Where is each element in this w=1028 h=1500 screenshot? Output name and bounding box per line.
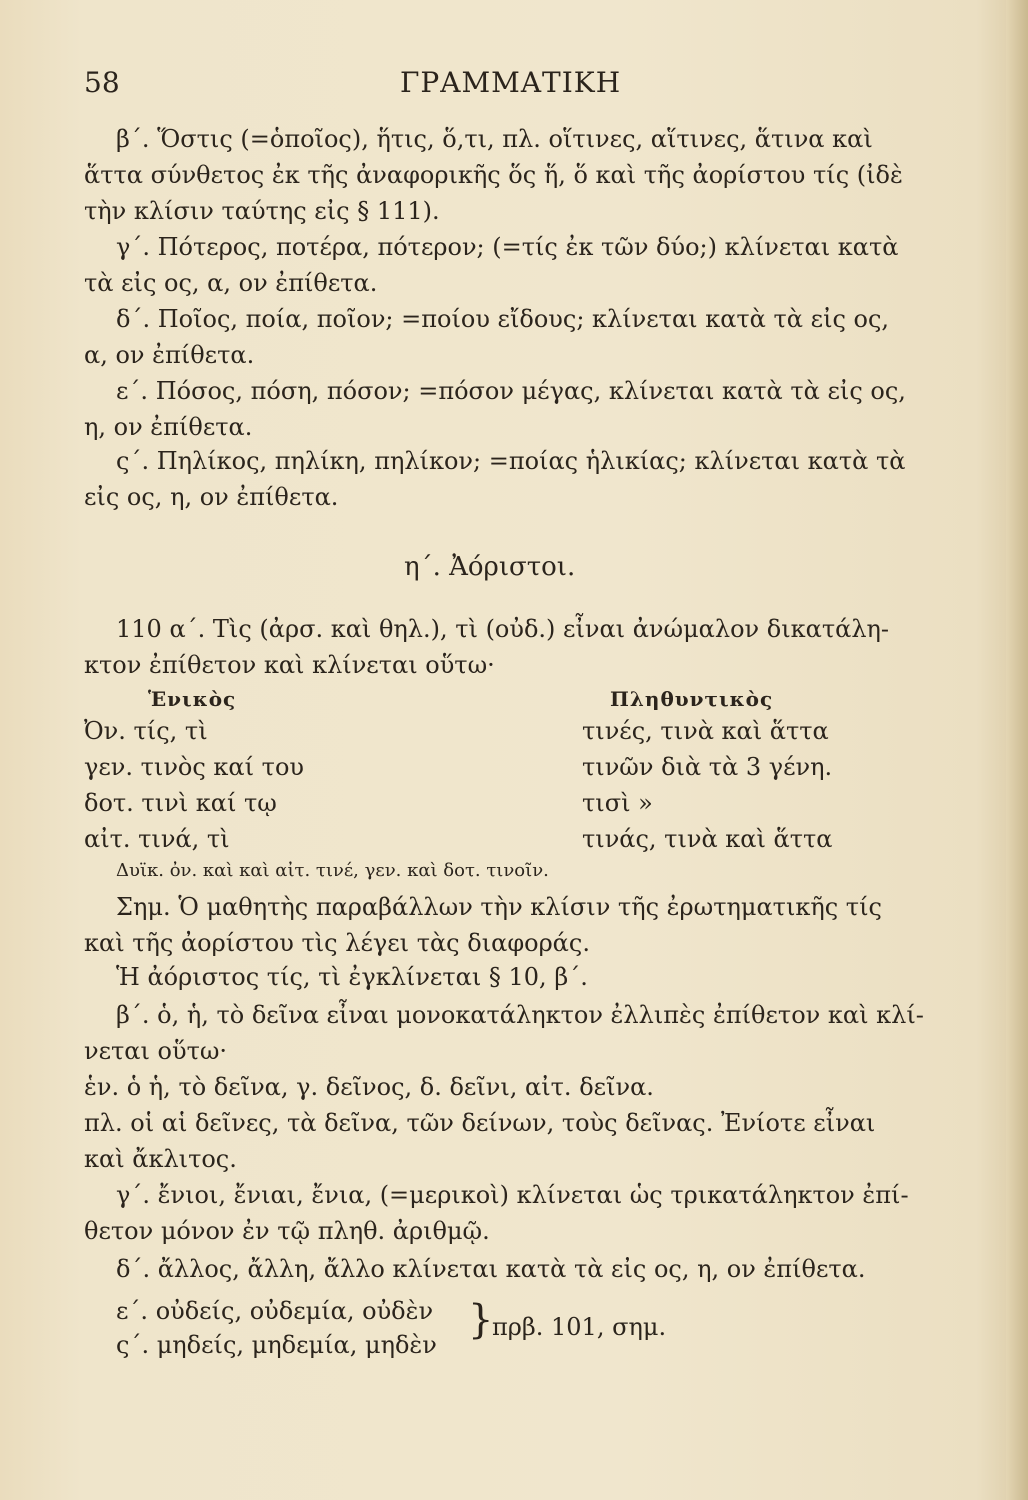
text-line: κτον ἐπίθετον καὶ κλίνεται οὕτω· [84, 651, 495, 679]
cross-reference: πρβ. 101, σημ. [492, 1313, 667, 1341]
singular-header: Ἑνικὸς [148, 687, 237, 711]
declension-plural: τισὶ » [582, 789, 653, 817]
brace-mark: } [468, 1297, 494, 1343]
text-line: τὰ εἰς ος, α, ον ἐπίθετα. [84, 269, 378, 297]
text-line: ς΄. Πηλίκος, πηλίκη, πηλίκον; =ποίας ἡλικίας; κλίνεται κατὰ τὰ [116, 447, 906, 475]
page-number: 58 [84, 66, 120, 99]
text-line: α, ον ἐπίθετα. [84, 341, 255, 369]
text-line: καὶ ἄκλιτος. [84, 1145, 237, 1173]
text-line: γ΄. Πότερος, ποτέρα, πότερον; (=τίς ἐκ τῶν δύο;) κλίνεται κατὰ [116, 233, 899, 261]
declension-plural: τινῶν διὰ τὰ 3 γένη. [582, 753, 833, 781]
text-line: πλ. οἱ αἱ δεῖνες, τὰ δεῖνα, τῶν δείνων, τοὺς δεῖνας. Ἐνίοτε εἶναι [84, 1109, 876, 1137]
dual-line: Δυϊκ. ὀν. καὶ καὶ αἰτ. τινέ, γεν. καὶ δοτ. τινοῖν. [116, 860, 549, 881]
text-line: δ΄. ἄλλος, ἄλλη, ἄλλο κλίνεται κατὰ τὰ εἰς ος, η, ον ἐπίθετα. [116, 1255, 866, 1283]
text-line: ε΄. Πόσος, πόση, πόσον; =πόσον μέγας, κλίνεται κατὰ τὰ εἰς ος, [116, 377, 906, 405]
text-line: νεται οὕτω· [84, 1037, 228, 1065]
section-heading: η΄. Ἀόριστοι. [404, 552, 576, 582]
declension-plural: τινάς, τινὰ καὶ ἅττα [582, 825, 833, 853]
note-line: καὶ τῆς ἀορίστου τὶς λέγει τὰς διαφοράς. [84, 929, 590, 957]
text-line: ἑν. ὁ ἡ, τὸ δεῖνα, γ. δεῖνος, δ. δεῖνι, αἰτ. δεῖνα. [84, 1073, 654, 1101]
text-line: β΄. ὁ, ἡ, τὸ δεῖνα εἶναι μονοκατάληκτον ἐλλιπὲς ἐπίθετον καὶ κλί- [116, 1001, 924, 1029]
text-line: τὴν κλίσιν ταύτης εἰς § 111). [84, 197, 440, 225]
declension-singular: Ὀν. τίς, τὶ [84, 717, 208, 745]
text-line: ς΄. μηδείς, μηδεμία, μηδὲν [116, 1331, 437, 1359]
plural-header: Πληθυντικὸς [610, 687, 774, 711]
text-line: ε΄. οὐδείς, οὐδεμία, οὐδὲν [116, 1297, 434, 1325]
page-edge [1006, 0, 1028, 1500]
text-line: θετον μόνον ἐν τῷ πληθ. ἀριθμῷ. [84, 1217, 490, 1245]
text-line: η, ον ἐπίθετα. [84, 413, 253, 441]
declension-singular: αἰτ. τινά, τὶ [84, 825, 230, 853]
declension-singular: δοτ. τινὶ καί τῳ [84, 789, 277, 817]
text-line: ἅττα σύνθετος ἐκ τῆς ἀναφορικῆς ὅς ἥ, ὅ καὶ τῆς ἀορίστου τίς (ἰδὲ [84, 161, 903, 189]
text-line: γ΄. ἔνιοι, ἔνιαι, ἔνια, (=μερικοὶ) κλίνεται ὡς τρικατάληκτον ἐπί- [116, 1181, 909, 1209]
text-line: β΄. Ὅστις (=ὁποῖος), ἥτις, ὅ,τι, πλ. οἵτινες, αἵτινες, ἅτινα καὶ [116, 125, 873, 153]
declension-singular: γεν. τινὸς καί του [84, 753, 304, 781]
page-title: ΓΡΑΜΜΑΤΙΚΗ [400, 66, 622, 99]
note-line: Σημ. Ὁ μαθητὴς παραβάλλων τὴν κλίσιν τῆς ἐρωτηματικῆς τίς [116, 893, 882, 921]
text-line: 110 α΄. Τὶς (ἀρσ. καὶ θηλ.), τὶ (οὐδ.) εἶναι ἀνώμαλον δικατάλη- [116, 615, 890, 643]
declension-plural: τινές, τινὰ καὶ ἅττα [582, 717, 829, 745]
text-line: εἰς ος, η, ον ἐπίθετα. [84, 483, 339, 511]
text-line: δ΄. Ποῖος, ποία, ποῖον; =ποίου εἴδους; κλίνεται κατὰ τὰ εἰς ος, [116, 305, 890, 333]
note-line: Ἡ ἀόριστος τίς, τὶ ἐγκλίνεται § 10, β΄. [116, 963, 588, 991]
